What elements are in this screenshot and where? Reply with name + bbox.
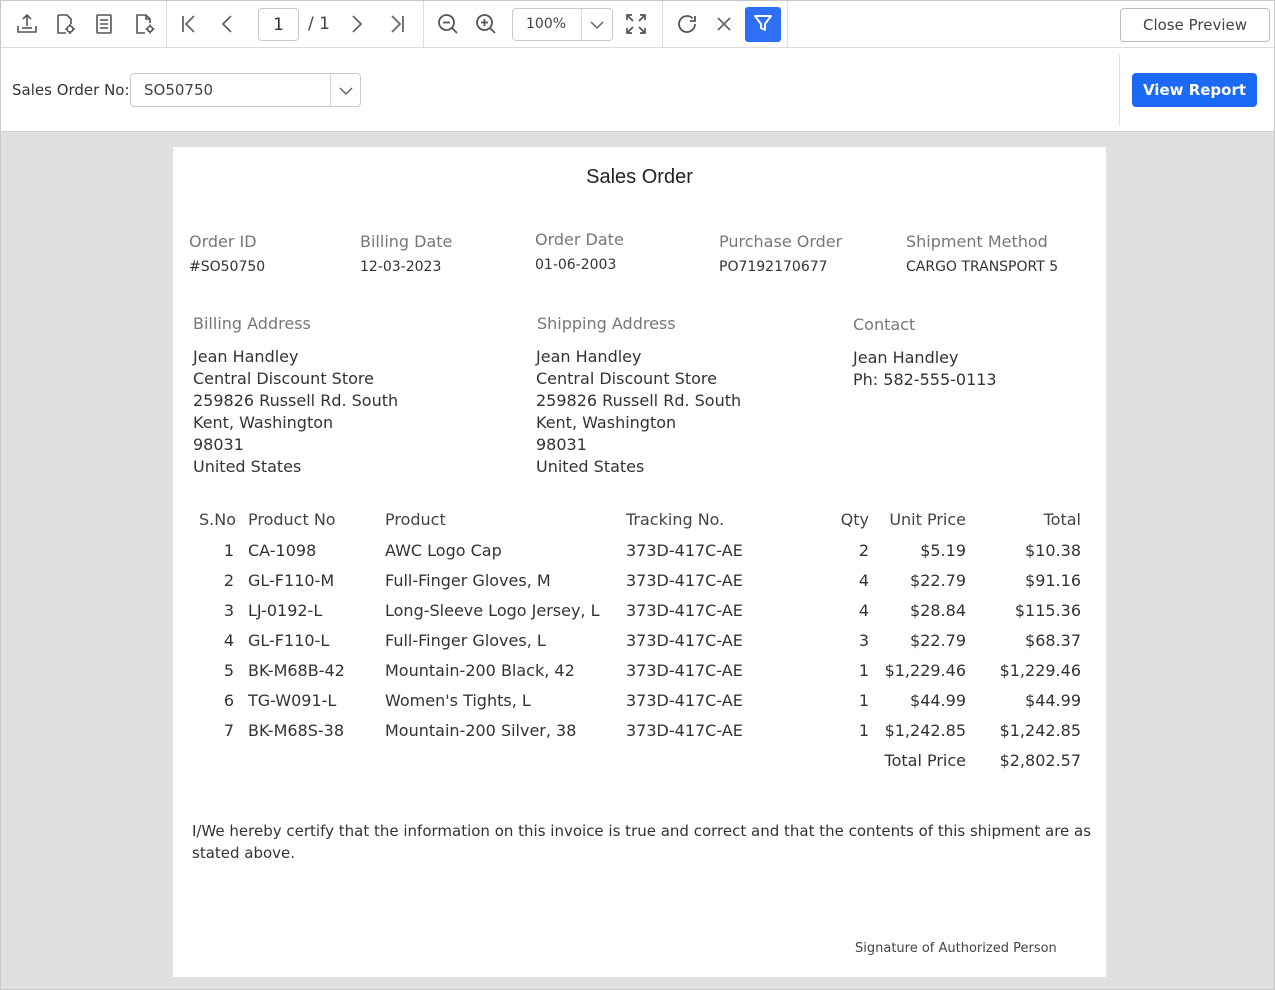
purchase-order-value: PO7192170677: [719, 259, 828, 275]
signature-label: Signature of Authorized Person: [855, 941, 1057, 956]
cell-product-no: TG-W091-L: [248, 691, 337, 710]
report-page: [173, 147, 1106, 977]
column-header: Unit Price: [889, 510, 966, 529]
sales-order-dropdown[interactable]: [130, 73, 361, 107]
cell-unit-price: $5.19: [920, 541, 966, 560]
cell-qty: 1: [858, 691, 869, 710]
previous-page-icon[interactable]: [210, 6, 246, 42]
column-header: Product: [385, 510, 446, 529]
cell-product-no: GL-F110-M: [248, 571, 335, 590]
order-date-label: Order Date: [535, 230, 624, 249]
sales-order-label: Sales Order No:: [12, 81, 130, 99]
cell-sno: 5: [223, 661, 234, 680]
address-line: Central Discount Store: [536, 369, 717, 388]
cell-product: AWC Logo Cap: [385, 541, 502, 560]
cell-unit-price: $28.84: [910, 601, 966, 620]
total-price-label: Total Price: [884, 751, 966, 770]
cell-total: $68.37: [1025, 631, 1081, 650]
purchase-order-label: Purchase Order: [719, 232, 843, 251]
cell-sno: 7: [223, 721, 234, 740]
column-header: Qty: [840, 510, 869, 529]
cell-total: $115.36: [1014, 601, 1081, 620]
cell-product: Long-Sleeve Logo Jersey, L: [385, 601, 600, 620]
parameter-bar: [1, 48, 1274, 132]
address-line: 259826 Russell Rd. South: [193, 391, 399, 410]
cell-tracking: 373D-417C-AE: [626, 601, 743, 620]
address-line: Jean Handley: [536, 347, 642, 366]
cell-tracking: 373D-417C-AE: [626, 691, 743, 710]
shipping-address: [536, 346, 741, 478]
cell-sno: 6: [223, 691, 234, 710]
cell-total: $44.99: [1025, 691, 1081, 710]
address-line: Central Discount Store: [193, 369, 374, 388]
shipment-method-label: Shipment Method: [906, 232, 1048, 251]
view-report-button[interactable]: View Report: [1132, 73, 1257, 107]
billing-date-value: 12-03-2023: [360, 259, 442, 275]
billing-address-label: Billing Address: [193, 314, 311, 333]
cell-product: Mountain-200 Black, 42: [385, 661, 575, 680]
certification-text: [192, 820, 1091, 864]
order-date-value: 01-06-2003: [535, 257, 617, 273]
contact-name: Jean Handley: [853, 348, 959, 367]
address-line: United States: [193, 457, 302, 476]
cell-product-no: BK-M68B-42: [248, 661, 345, 680]
close-preview-button[interactable]: Close Preview: [1120, 8, 1270, 42]
cell-tracking: 373D-417C-AE: [626, 661, 743, 680]
total-price-value: $2,802.57: [999, 751, 1081, 770]
cell-qty: 4: [858, 601, 869, 620]
document-settings-icon[interactable]: [126, 6, 162, 42]
certification-line: stated above.: [192, 844, 296, 862]
contact-phone: Ph: 582-555-0113: [853, 370, 997, 389]
order-id-value: #SO50750: [189, 259, 266, 275]
sales-order-value: SO50750: [144, 81, 214, 99]
filter-icon: [752, 12, 774, 38]
cell-unit-price: $44.99: [910, 691, 966, 710]
zoom-dropdown[interactable]: [512, 8, 613, 41]
cell-unit-price: $1,242.85: [884, 721, 966, 740]
print-icon[interactable]: [47, 6, 83, 42]
certification-line: I/We hereby certify that the information on this invoice is true and correct and that the contents of this shipment are as: [192, 822, 1092, 840]
address-line: 98031: [193, 435, 244, 454]
column-header: Product No: [248, 510, 336, 529]
cell-qty: 3: [858, 631, 869, 650]
cell-qty: 4: [858, 571, 869, 590]
cell-sno: 3: [223, 601, 234, 620]
cell-product: Full-Finger Gloves, M: [385, 571, 551, 590]
cell-total: $10.38: [1025, 541, 1081, 560]
zoom-in-icon[interactable]: [468, 6, 504, 42]
zoom-value: 100%: [526, 16, 567, 32]
page-setup-icon[interactable]: [86, 6, 122, 42]
cell-product-no: LJ-0192-L: [248, 601, 323, 620]
last-page-icon[interactable]: [379, 6, 415, 42]
page-total: / 1: [308, 14, 330, 34]
export-icon[interactable]: [9, 6, 45, 42]
cell-sno: 1: [223, 541, 234, 560]
order-id-label: Order ID: [189, 232, 257, 251]
cell-sno: 2: [223, 571, 234, 590]
cell-tracking: 373D-417C-AE: [626, 721, 743, 740]
address-line: 98031: [536, 435, 587, 454]
address-line: United States: [536, 457, 645, 476]
column-header: Total: [1043, 510, 1081, 529]
contact-label: Contact: [853, 315, 916, 334]
cell-tracking: 373D-417C-AE: [626, 541, 743, 560]
cell-unit-price: $22.79: [910, 571, 966, 590]
address-line: 259826 Russell Rd. South: [536, 391, 742, 410]
column-header: Tracking No.: [626, 510, 725, 529]
fit-page-icon[interactable]: [618, 6, 654, 42]
billing-date-label: Billing Date: [360, 232, 453, 251]
toolbar: [1, 1, 1274, 48]
cell-unit-price: $22.79: [910, 631, 966, 650]
close-icon[interactable]: [706, 6, 742, 42]
address-line: Jean Handley: [193, 347, 299, 366]
cell-qty: 2: [858, 541, 869, 560]
cell-total: $91.16: [1025, 571, 1081, 590]
cell-tracking: 373D-417C-AE: [626, 631, 743, 650]
cell-product-no: CA-1098: [248, 541, 317, 560]
cell-sno: 4: [223, 631, 234, 650]
chevron-down-icon[interactable]: [337, 82, 355, 104]
cell-qty: 1: [858, 661, 869, 680]
cell-product: Mountain-200 Silver, 38: [385, 721, 577, 740]
billing-address: [193, 346, 398, 478]
cell-unit-price: $1,229.46: [884, 661, 966, 680]
refresh-icon[interactable]: [669, 6, 705, 42]
cell-product: Women's Tights, L: [385, 691, 531, 710]
cell-product-no: GL-F110-L: [248, 631, 330, 650]
column-header: S.No: [199, 510, 236, 529]
shipping-address-label: Shipping Address: [537, 314, 676, 333]
first-page-icon[interactable]: [171, 6, 207, 42]
chevron-down-icon[interactable]: [588, 16, 606, 38]
address-line: Kent, Washington: [536, 413, 677, 432]
filter-button[interactable]: [745, 7, 781, 42]
cell-tracking: 373D-417C-AE: [626, 571, 743, 590]
cell-total: $1,229.46: [999, 661, 1081, 680]
cell-product: Full-Finger Gloves, L: [385, 631, 546, 650]
page-current: 1: [273, 14, 284, 35]
cell-product-no: BK-M68S-38: [248, 721, 345, 740]
report-title: Sales Order: [586, 166, 693, 188]
address-line: Kent, Washington: [193, 413, 334, 432]
cell-total: $1,242.85: [999, 721, 1081, 740]
next-page-icon[interactable]: [338, 6, 374, 42]
cell-qty: 1: [858, 721, 869, 740]
zoom-out-icon[interactable]: [430, 6, 466, 42]
contact-info: [853, 347, 997, 391]
shipment-method-value: CARGO TRANSPORT 5: [906, 259, 1059, 275]
page-number-input[interactable]: [258, 8, 299, 41]
